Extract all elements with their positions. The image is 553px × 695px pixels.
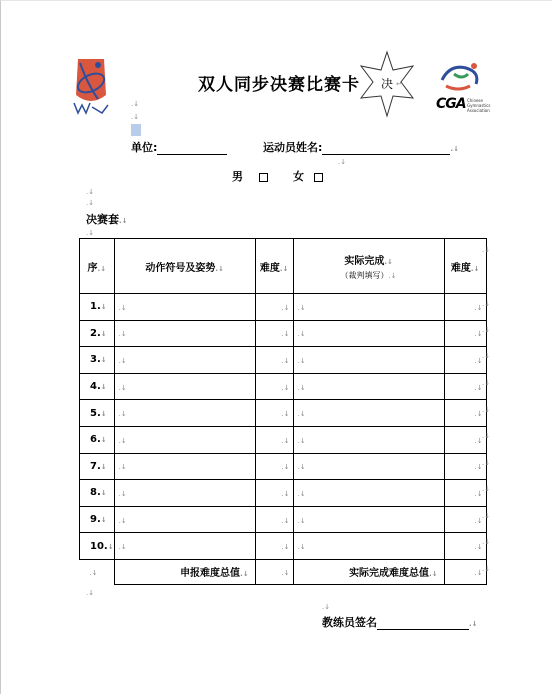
table-body [80, 294, 487, 560]
table-row [80, 506, 487, 533]
athlete-name-input-line[interactable] [322, 143, 450, 155]
actual-completion-cell[interactable]: .↓ [293, 480, 444, 507]
actual-completion-cell[interactable]: .↓ [293, 506, 444, 533]
row-number: 9.↓ [80, 506, 115, 533]
move-symbol-cell[interactable]: .↓ [114, 373, 255, 400]
move-symbol-cell[interactable]: .↓ [114, 347, 255, 374]
move-symbol-cell[interactable]: .↓ [114, 426, 255, 453]
table-row [80, 480, 487, 507]
row-end-mark: .↓ [482, 432, 491, 440]
table-row [80, 294, 487, 321]
actual-difficulty-cell[interactable]: .↓ [444, 480, 486, 507]
difficulty-cell[interactable]: .↓ [255, 373, 293, 400]
table-row [80, 400, 487, 427]
cga-logo-text: CGA [436, 96, 466, 112]
difficulty-cell[interactable]: .↓ [255, 533, 293, 560]
move-symbol-cell[interactable]: .↓ [114, 294, 255, 321]
header-difficulty-2: 难度.↓ [444, 239, 486, 294]
row-number: 10.↓ [80, 533, 115, 560]
actual-completion-cell[interactable]: .↓ [293, 320, 444, 347]
header-move: 动作符号及姿势.↓ [114, 239, 255, 294]
table-row [80, 426, 487, 453]
final-set-label: 决赛套.↓ [86, 213, 128, 226]
move-symbol-cell[interactable]: .↓ [114, 506, 255, 533]
move-symbol-cell[interactable]: .↓ [114, 533, 255, 560]
row-end-mark: .↓ [482, 300, 491, 308]
row-end-mark: .↓ [482, 538, 491, 546]
difficulty-cell[interactable]: .↓ [255, 480, 293, 507]
para-mark: .↓ [338, 158, 347, 166]
actual-difficulty-cell[interactable]: .↓ [444, 320, 486, 347]
table-row [80, 453, 487, 480]
actual-difficulty-cell[interactable]: .↓ [444, 533, 486, 560]
difficulty-cell[interactable]: .↓ [255, 294, 293, 321]
declared-total-value[interactable]: .↓ [255, 559, 293, 584]
coach-signature-label: 教练员签名 [322, 616, 377, 629]
row-end-mark: .↓ [482, 379, 491, 387]
athlete-name-label: 运动员姓名: [263, 141, 323, 154]
text-selection-highlight [131, 124, 141, 136]
declared-total-label: 申报难度总值.↓ [114, 559, 255, 584]
male-checkbox[interactable] [259, 173, 268, 182]
row-end-mark: .↓ [482, 326, 491, 334]
card-title: 双人同步决赛比赛卡 [198, 75, 360, 95]
federation-emblem-logo [68, 55, 114, 120]
female-checkbox[interactable] [314, 173, 323, 182]
actual-difficulty-cell[interactable]: .↓ [444, 506, 486, 533]
table-total-row [80, 559, 487, 584]
cga-logo [436, 60, 496, 120]
move-symbol-cell[interactable]: .↓ [114, 480, 255, 507]
header-actual: 实际完成.↓ （裁判填写）.↓ [293, 239, 444, 294]
female-label: 女 [293, 170, 304, 183]
para-mark: .↓ [322, 603, 331, 611]
actual-difficulty-cell[interactable]: .↓ [444, 426, 486, 453]
actual-total-value[interactable]: .↓ [444, 559, 486, 584]
para-mark: .↓ [131, 100, 140, 108]
row-number: 7.↓ [80, 453, 115, 480]
para-mark: .↓ [86, 188, 95, 196]
unit-input-line[interactable] [157, 143, 227, 155]
move-symbol-cell[interactable]: .↓ [114, 400, 255, 427]
row-end-mark: .↓ [482, 565, 491, 573]
table-row [80, 533, 487, 560]
para-mark: .↓ [131, 113, 140, 121]
row-end-mark: .↓ [482, 406, 491, 414]
difficulty-cell[interactable]: .↓ [255, 400, 293, 427]
unit-label: 单位: [131, 141, 158, 154]
actual-difficulty-cell[interactable]: .↓ [444, 373, 486, 400]
actual-completion-cell[interactable]: .↓ [293, 294, 444, 321]
difficulty-cell[interactable]: .↓ [255, 506, 293, 533]
athlete-name-field[interactable]: 运动员姓名: .↓ [263, 141, 459, 154]
actual-completion-cell[interactable]: .↓ [293, 426, 444, 453]
row-end-mark: .↓ [482, 352, 491, 360]
coach-signature-line[interactable] [377, 618, 469, 630]
score-card-table [79, 238, 487, 585]
move-symbol-cell[interactable]: .↓ [114, 453, 255, 480]
actual-difficulty-cell[interactable]: .↓ [444, 347, 486, 374]
coach-signature-field[interactable]: 教练员签名 .↓ [322, 616, 478, 629]
male-label: 男 [232, 170, 243, 183]
stamp-text: 决 [381, 77, 394, 91]
actual-completion-cell[interactable]: .↓ [293, 453, 444, 480]
cga-swoosh-icon [436, 60, 486, 96]
difficulty-cell[interactable]: .↓ [255, 426, 293, 453]
actual-completion-cell[interactable]: .↓ [293, 347, 444, 374]
row-end-mark: .↓ [482, 459, 491, 467]
para-mark: .↓ [86, 589, 95, 597]
row-number: 6.↓ [80, 426, 115, 453]
actual-difficulty-cell[interactable]: .↓ [444, 453, 486, 480]
row-end-mark: .↓ [482, 485, 491, 493]
move-symbol-cell[interactable]: .↓ [114, 320, 255, 347]
unit-field[interactable] [131, 139, 227, 155]
header-seq: 序.↓ [80, 239, 115, 294]
actual-difficulty-cell[interactable]: .↓ [444, 400, 486, 427]
cga-logo-subtext: Chinese Gymnastics Association [467, 98, 491, 113]
actual-difficulty-cell[interactable]: .↓ [444, 294, 486, 321]
row-number: 2.↓ [80, 320, 115, 347]
difficulty-cell[interactable]: .↓ [255, 453, 293, 480]
stamp-mark: ↵ [396, 80, 402, 88]
table-row [80, 373, 487, 400]
actual-completion-cell[interactable]: .↓ [293, 373, 444, 400]
table-row [80, 320, 487, 347]
row-number: 4.↓ [80, 373, 115, 400]
row-number: 3.↓ [80, 347, 115, 374]
para-mark: .↓ [86, 229, 95, 237]
female-option[interactable] [293, 168, 323, 184]
actual-total-label: 实际完成难度总值.↓ [293, 559, 444, 584]
male-option[interactable] [232, 168, 268, 184]
row-number: 5.↓ [80, 400, 115, 427]
difficulty-cell[interactable]: .↓ [255, 320, 293, 347]
table-header-row [80, 239, 487, 294]
actual-completion-cell[interactable]: .↓ [293, 400, 444, 427]
row-end-mark: .↓ [482, 246, 491, 254]
actual-completion-cell[interactable]: .↓ [293, 533, 444, 560]
row-number: 1.↓ [80, 294, 115, 321]
header-difficulty: 难度.↓ [255, 239, 293, 294]
total-blank-cell: .↓ [80, 559, 115, 584]
para-mark: .↓ [86, 199, 95, 207]
row-number: 8.↓ [80, 480, 115, 507]
row-end-mark: .↓ [482, 512, 491, 520]
difficulty-cell[interactable]: .↓ [255, 347, 293, 374]
table-row [80, 347, 487, 374]
